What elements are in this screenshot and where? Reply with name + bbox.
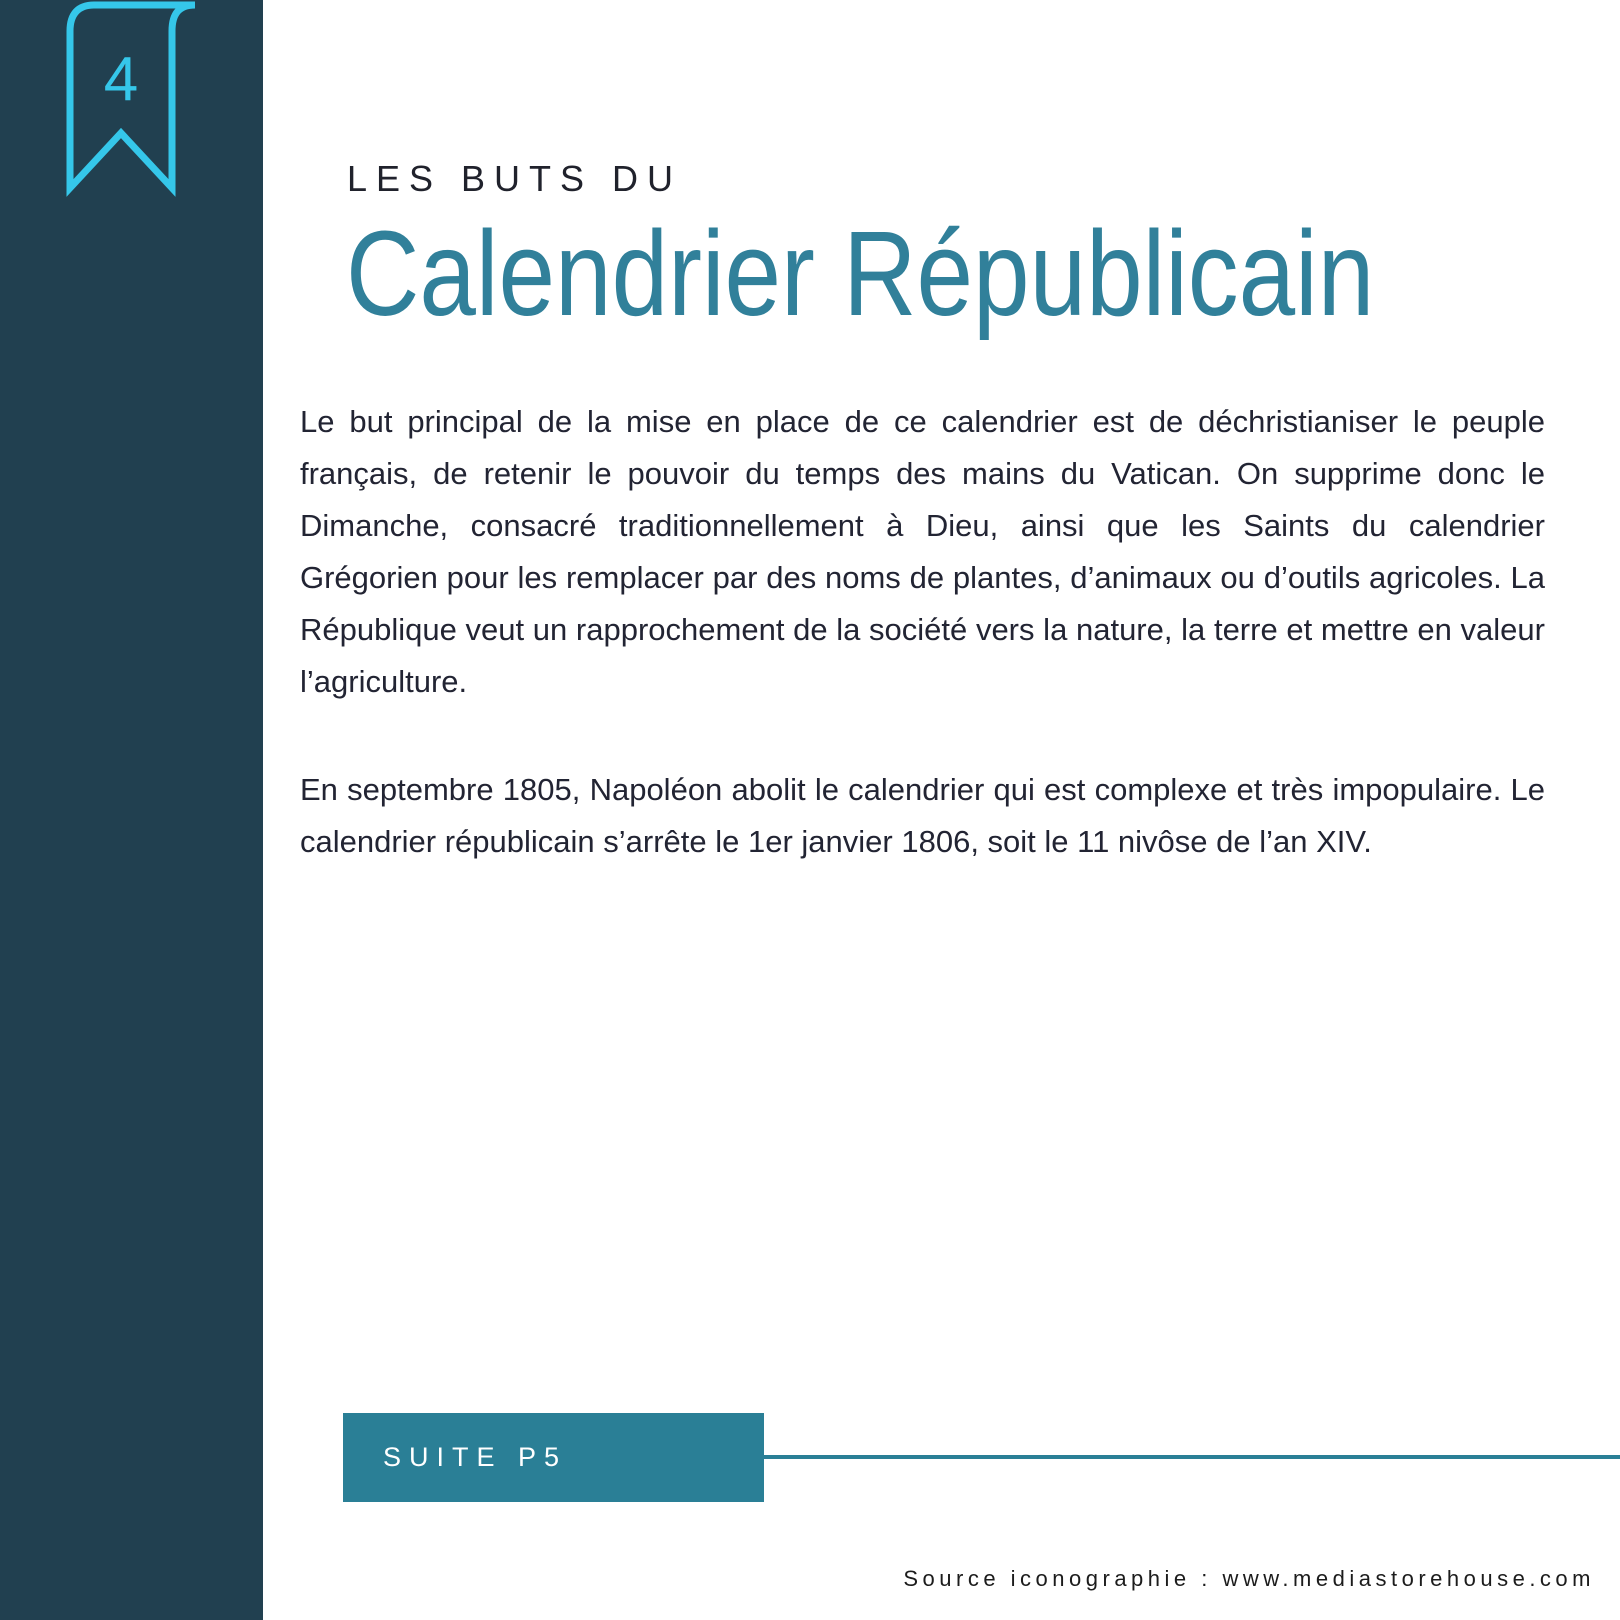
divider-line xyxy=(764,1455,1620,1459)
sidebar xyxy=(0,0,263,1620)
bookmark-icon xyxy=(62,0,202,200)
section-kicker: LES BUTS DU xyxy=(347,158,683,199)
body-paragraph: Le but principal de la mise en place de ce calendrier est de déchristianiser le peuple français, de retenir le pouvoir du temps des mains du Vatican. On supprime donc le Dimanche, consacré traditionnellement à Dieu, ainsi que les Saints du calendrier Grégorien pour les remplacer par des noms de plantes, d’animaux ou d’outils agricoles. La République veut un rapprochement de la société vers la nature, la terre et mettre en valeur l’agriculture. xyxy=(300,404,1545,699)
body-paragraph: En septembre 1805, Napoléon abolit le calendrier qui est complexe et très impopulaire. Le calendrier républicain s’arrête le 1er janvier 1806, soit le 11 nivôse de l’an XIV. xyxy=(300,772,1545,859)
next-page-label: SUITE P5 xyxy=(383,1442,568,1472)
page-title: Calendrier Républicain xyxy=(346,205,1375,341)
source-credit: Source iconographie : www.mediastorehouse.com xyxy=(903,1566,1595,1591)
bookmark-page-number: 4 xyxy=(103,45,139,114)
next-page-button[interactable] xyxy=(343,1413,764,1502)
body-text xyxy=(300,396,1545,868)
